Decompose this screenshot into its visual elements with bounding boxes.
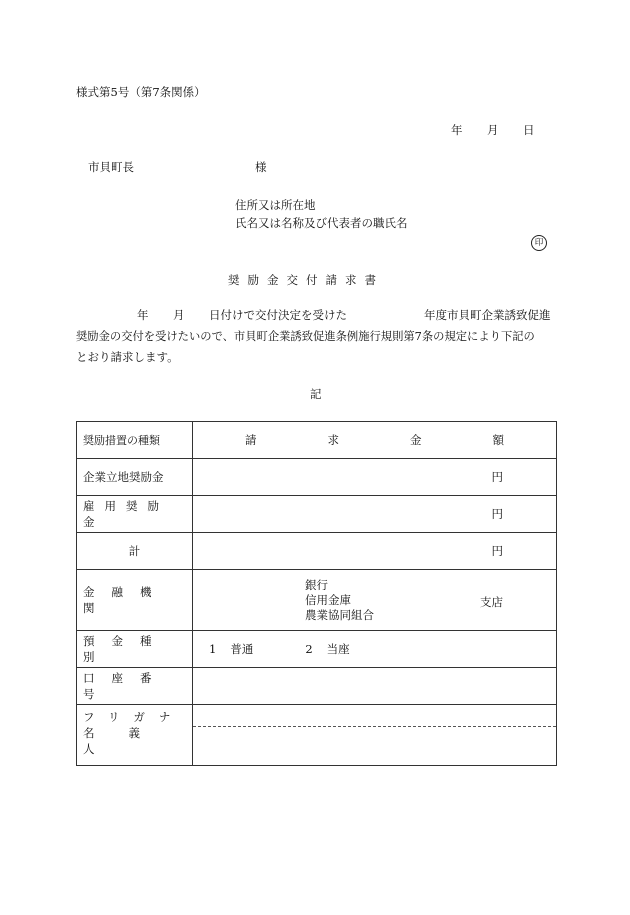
- deposit-row: [77, 631, 557, 668]
- siting-incentive-amount[interactable]: 円: [193, 459, 557, 496]
- body-year: 年: [137, 308, 149, 322]
- body-tail: 年度市貝町企業誘致促進: [424, 308, 551, 322]
- body-month: 月: [173, 308, 185, 322]
- bank-type-bank: 銀行: [305, 578, 328, 592]
- bank-type-ja: 農業協同組合: [305, 608, 374, 622]
- claim-amount-header: 請 求 金 額: [193, 422, 557, 459]
- date-month: 月: [487, 123, 499, 137]
- incentive-type-header: 奨励措置の種類: [77, 422, 193, 459]
- table-row: [77, 533, 557, 570]
- deposit-opt1-no: 1: [209, 642, 217, 656]
- holder-label: [77, 705, 193, 766]
- table-row: [77, 459, 557, 496]
- document-title: 奨励金交付請求書: [228, 273, 384, 287]
- furigana-label: フリガナ: [83, 710, 185, 724]
- bank-type-shinkin: 信用金庫: [305, 593, 351, 607]
- recipient-honorific: 様: [255, 160, 267, 174]
- bank-label: 金融機関: [77, 570, 193, 631]
- applicant-name-label: 氏名又は名称及び代表者の職氏名: [235, 216, 408, 230]
- deposit-opt1: 普通: [230, 642, 254, 656]
- date-day: 日: [523, 123, 535, 137]
- total-label: 計: [77, 533, 193, 570]
- body-decision: 日付けで交付決定を受けた: [209, 308, 347, 322]
- deposit-opt2: 当座: [326, 642, 350, 656]
- body-line-2: 奨励金の交付を受けたいので、市貝町企業誘致促進条例施行規則第7条の規定により下記の: [76, 330, 535, 343]
- recipient-name: 市貝町長: [88, 160, 134, 174]
- holder-row: [77, 705, 557, 766]
- table-row: [77, 496, 557, 533]
- claim-table: [76, 421, 557, 766]
- furigana-dashed-divider: [193, 726, 556, 727]
- body-line-3: とおり請求します。: [76, 350, 179, 364]
- account-number-label: 口座番号: [77, 668, 193, 705]
- holder-name-label: 名義人: [83, 726, 174, 756]
- ki-heading: 記: [310, 387, 322, 401]
- employment-incentive-label: 雇用奨励金: [77, 496, 193, 533]
- applicant-address-label: 住所又は所在地: [235, 198, 316, 212]
- bank-row: [77, 570, 557, 631]
- bank-branch: 支店: [480, 595, 503, 609]
- seal-mark: 印: [531, 235, 547, 251]
- deposit-type-label: 預金種別: [77, 631, 193, 668]
- employment-incentive-amount[interactable]: 円: [193, 496, 557, 533]
- deposit-type-options[interactable]: [193, 631, 557, 668]
- account-number-field[interactable]: [193, 668, 557, 705]
- siting-incentive-label: 企業立地奨励金: [77, 459, 193, 496]
- deposit-opt2-no: 2: [305, 642, 313, 656]
- bank-cell[interactable]: [193, 570, 557, 631]
- holder-field[interactable]: [193, 705, 557, 766]
- table-header-row: [77, 422, 557, 459]
- account-row: [77, 668, 557, 705]
- date-year: 年: [451, 123, 463, 137]
- form-number: 様式第5号（第7条関係）: [76, 85, 206, 99]
- total-amount[interactable]: 円: [193, 533, 557, 570]
